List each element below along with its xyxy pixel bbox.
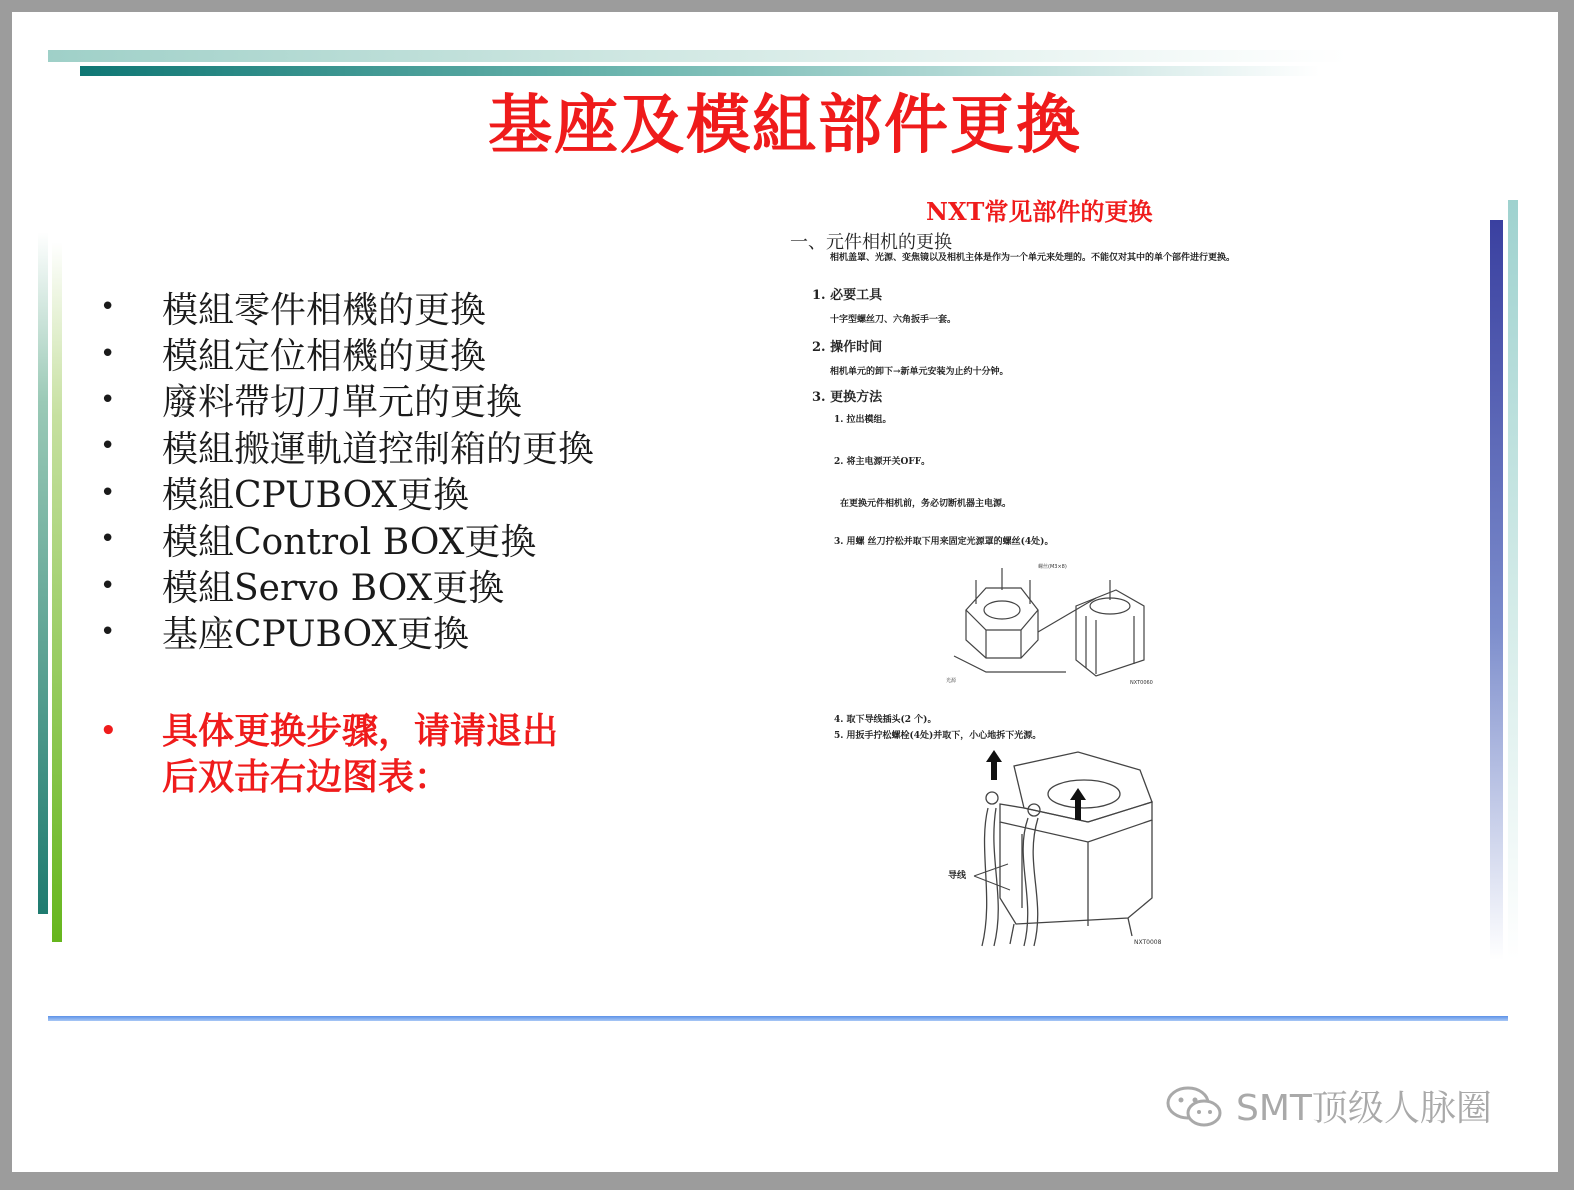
figure-label: NXT0008 <box>1134 939 1162 946</box>
bullet-item <box>100 284 594 330</box>
instruction-text: 具体更换步骤，请请退出后双击右边图表： <box>162 710 559 798</box>
figure-label: NXT0060 <box>1130 680 1153 686</box>
doc-item-heading: 3. 更换方法 <box>812 390 883 405</box>
bullet-text: 基座CPUBOX更換 <box>162 614 470 656</box>
bullet-dot: • <box>100 384 116 415</box>
doc-title: NXT常见部件的更换 <box>926 197 1153 226</box>
embedded-document-object[interactable] <box>786 188 1346 958</box>
decor-bar-left-dark <box>38 232 48 914</box>
bullet-text: 模組搬運軌道控制箱的更換 <box>162 428 595 470</box>
bullet-text: 模組定位相機的更換 <box>162 336 487 378</box>
connector-removal-figure <box>928 748 1174 948</box>
bullet-dot: • <box>100 431 116 462</box>
doc-step: 1. 拉出模组。 <box>834 415 892 425</box>
doc-item-heading: 1. 必要工具 <box>812 288 883 303</box>
bullet-item <box>100 423 594 469</box>
bullet-dot: • <box>100 477 116 508</box>
bullet-text: 模組零件相機的更換 <box>162 289 487 331</box>
doc-step: 3. 用螺 丝刀拧松并取下用来固定光源罩的螺丝(4处)。 <box>834 537 1054 547</box>
bullet-text: 廢料帶切刀單元的更換 <box>162 382 523 424</box>
decor-bar-top-light <box>48 50 1348 62</box>
decor-bar-bottom <box>48 1016 1508 1021</box>
bullet-list <box>100 284 594 655</box>
bullet-text: 模組Servo BOX更換 <box>162 568 505 610</box>
bullet-text: 模組Control BOX更換 <box>162 521 537 563</box>
wechat-icon <box>1164 1083 1226 1129</box>
watermark-text: SMT顶级人脉圈 <box>1236 1088 1492 1129</box>
instruction-note <box>100 708 582 800</box>
bullet-item <box>100 377 594 423</box>
light-source-removal-figure <box>946 560 1166 688</box>
slide-title: 基座及模組部件更換 <box>488 88 1082 163</box>
doc-step: 2. 将主电源开关OFF。 <box>834 457 931 467</box>
doc-item-text: 相机单元的卸下→新单元安装为止约十分钟。 <box>830 367 1009 377</box>
bullet-text: 模組CPUBOX更換 <box>162 475 470 517</box>
bullet-dot: • <box>100 716 117 746</box>
doc-warning: 在更换元件相机前，务必切断机器主电源。 <box>840 499 1012 509</box>
decor-bar-left-green <box>52 242 62 942</box>
bullet-dot: • <box>100 338 116 369</box>
bullet-item <box>100 562 594 608</box>
figure-label: 导线 <box>948 871 967 881</box>
doc-step: 4. 取下导线插头(2 个)。 <box>834 715 937 725</box>
slide <box>12 12 1558 1172</box>
bullet-item <box>100 330 594 376</box>
bullet-item <box>100 609 594 655</box>
doc-item-heading: 2. 操作时间 <box>812 340 883 355</box>
bullet-dot: • <box>100 616 116 647</box>
figure-label: 螺丝(M3×8) <box>1038 564 1067 570</box>
decor-bar-right-light <box>1508 200 1518 960</box>
bullet-dot: • <box>100 524 116 555</box>
bullet-dot: • <box>100 292 116 323</box>
doc-intro: 相机盖罩、光源、变焦镜以及相机主体是作为一个单元来处理的。不能仅对其中的单个部件进行更换。 <box>830 253 1236 263</box>
doc-item-text: 十字型螺丝刀、六角扳手一套。 <box>830 315 957 325</box>
watermark <box>1164 1080 1492 1131</box>
bullet-item <box>100 470 594 516</box>
doc-section-heading: 一、元件相机的更换 <box>790 232 952 253</box>
figure-label: 光源 <box>946 678 957 684</box>
bullet-item <box>100 516 594 562</box>
bullet-dot: • <box>100 570 116 601</box>
doc-step: 5. 用扳手拧松螺栓(4处)并取下，小心地拆下光源。 <box>834 731 1042 741</box>
decor-bar-right-blue <box>1490 220 1503 960</box>
